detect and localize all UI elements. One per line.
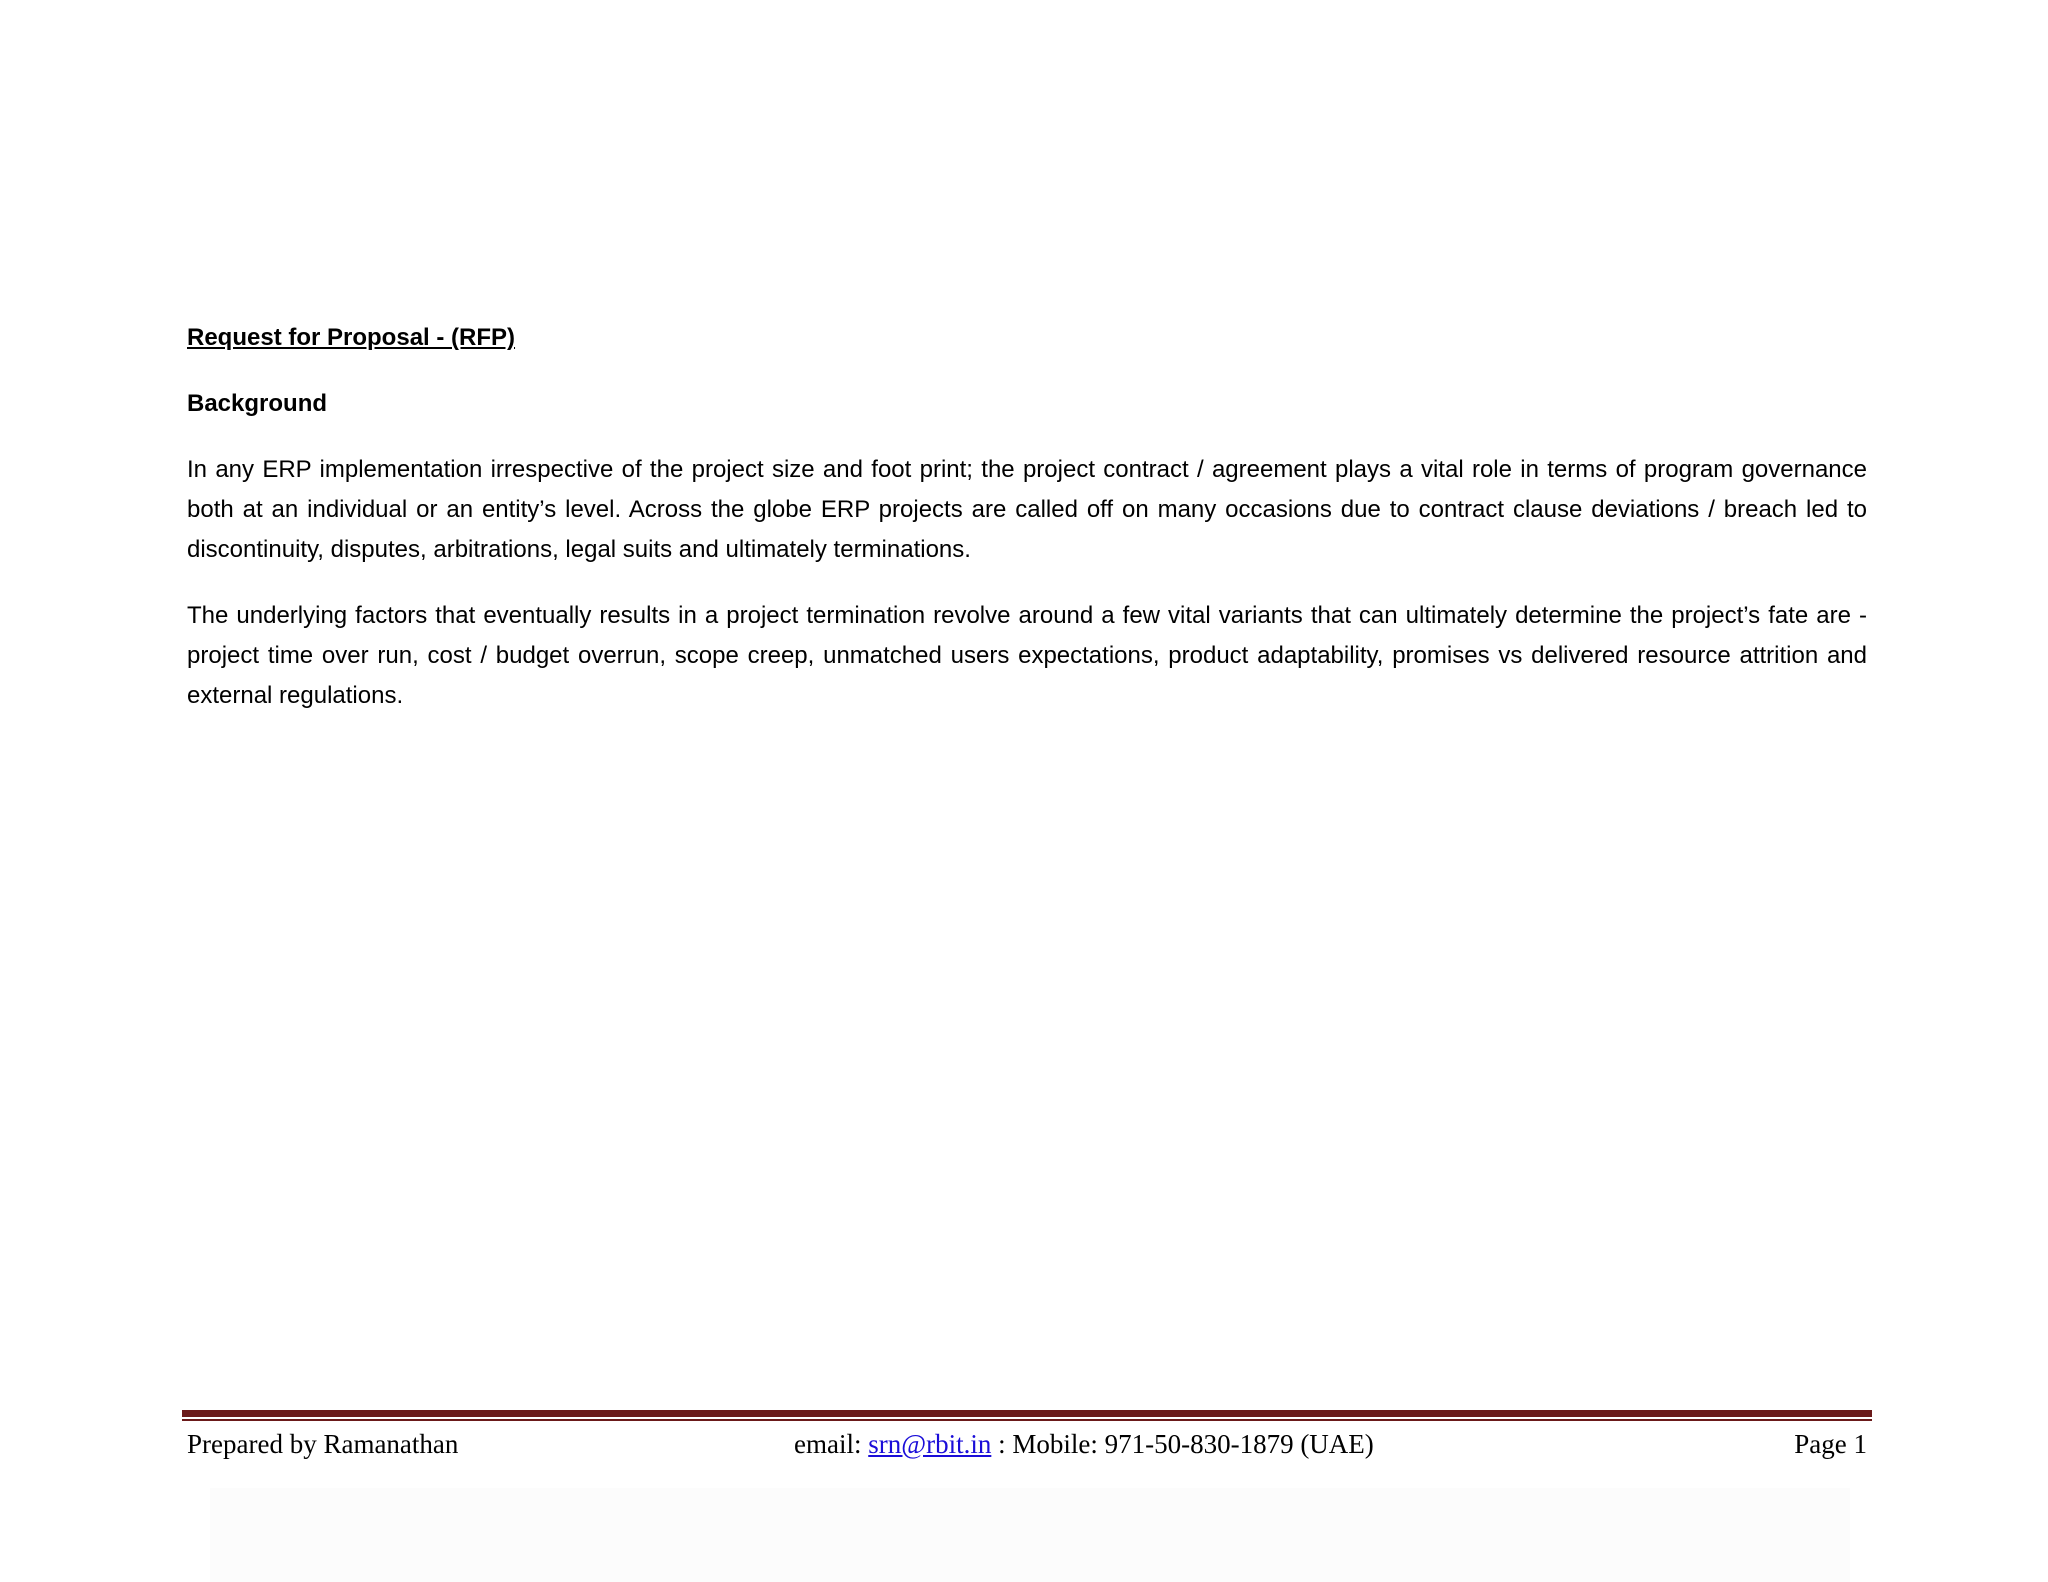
footer-prepared-by: Prepared by Ramanathan <box>187 1429 459 1459</box>
footer-email-label: email: <box>794 1429 869 1459</box>
body-paragraph: The underlying factors that eventually results in a project termination revolve around a few vital variants that can ultimately determine the project’s fate are - project time over run, cost / budget overrun, scope creep, unmatched users expectations, product adaptability, promises vs delivered resource attrition and external regulations. <box>187 602 1867 709</box>
footer-contact <box>794 1424 1374 1464</box>
footer-divider <box>182 1410 1872 1421</box>
page-bottom-margin <box>210 1488 1850 1582</box>
page-footer <box>187 1424 1867 1464</box>
section-heading: Background <box>187 390 328 417</box>
document-body <box>187 318 1867 742</box>
document-title: Request for Proposal - (RFP) <box>187 324 516 351</box>
body-paragraph: In any ERP implementation irrespective of the project size and foot print; the project contract / agreement plays a vital role in terms of program governance both at an individual or an entity’s level. Across the globe ERP projects are called off on many occasions due to contract clause deviations / breach led to discontinuity, disputes, arbitrations, legal suits and ultimately terminations. <box>187 456 1867 563</box>
footer-page-number: Page 1 <box>1794 1429 1867 1459</box>
footer-mobile: : Mobile: 971-50-830-1879 (UAE) <box>991 1429 1374 1459</box>
email-link[interactable]: srn@rbit.in <box>868 1429 992 1459</box>
